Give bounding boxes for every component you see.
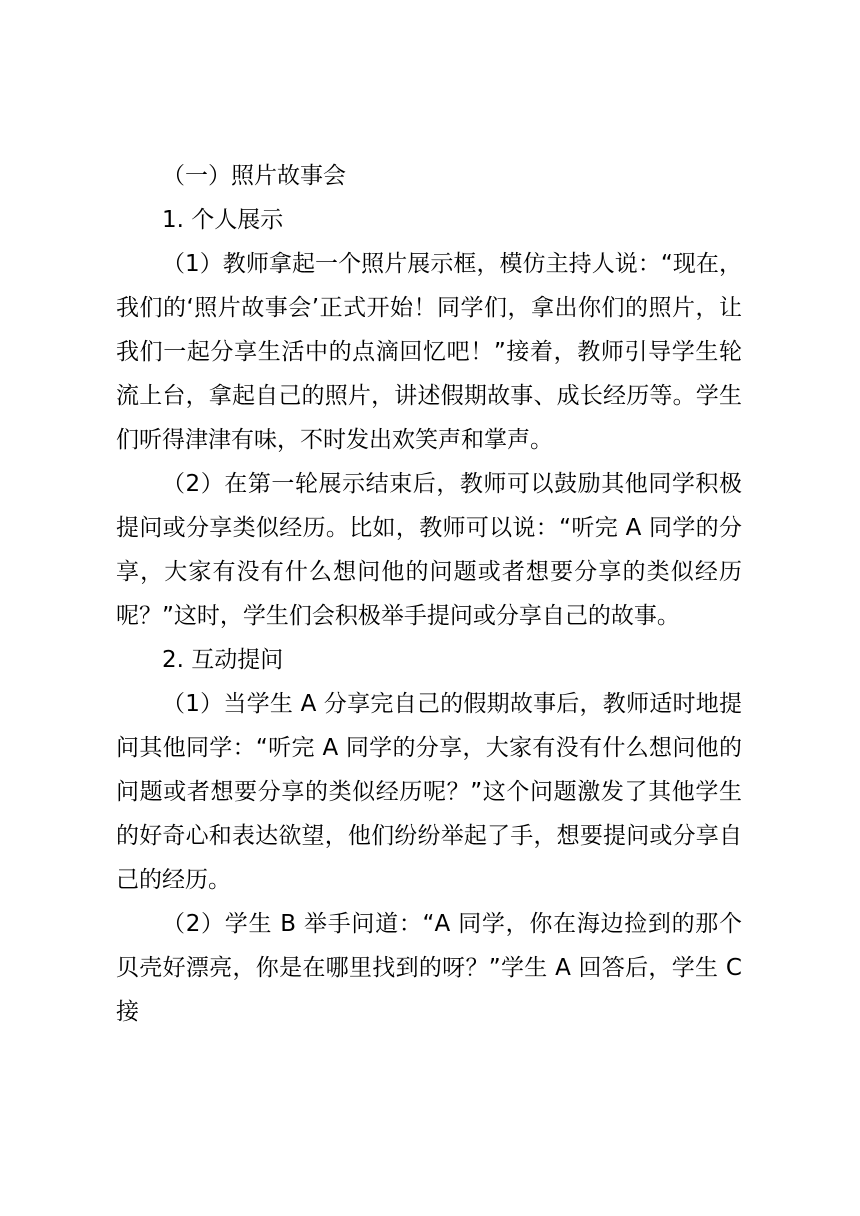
subsection-heading-interactive-questions: 2. 互动提问 — [162, 647, 284, 673]
paragraph-personal-display-1: （1）教师拿起一个照片展示框，模仿主持人说：“现在，我们的‘照片故事会’正式开始！同学们，拿出你们的照片，让我们一起分享生活中的点滴回忆吧！”接着，教师引导学生轮流上台，拿起自己的照片，讲述假期故事、成长经历等。学生们听得津津有味，不时发出欢笑声和掌声。 — [116, 251, 742, 453]
paragraph-interactive-questions-1: （1）当学生 A 分享完自己的假期故事后，教师适时地提问其他同学：“听完 A 同学的分享，大家有没有什么想问他的问题或者想要分享的类似经历呢？”这个问题激发了其他学生的好奇心和表达欲望，他们纷纷举起了手，想要提问或分享自己的经历。 — [116, 691, 742, 893]
document-body — [116, 154, 742, 1034]
paragraph-personal-display-2: （2）在第一轮展示结束后，教师可以鼓励其他同学积极提问或分享类似经历。比如，教师可以说：“听完 A 同学的分享，大家有没有什么想问他的问题或者想要分享的类似经历呢？”这时，学生们会积极举手提问或分享自己的故事。 — [116, 471, 742, 629]
subsection-heading-personal-display: 1. 个人展示 — [162, 207, 284, 233]
section-heading: （一）照片故事会 — [162, 163, 346, 189]
paragraph-interactive-questions-2: （2）学生 B 举手问道：“A 同学，你在海边捡到的那个贝壳好漂亮，你是在哪里找到的呀？”学生 A 回答后，学生 C 接 — [116, 911, 742, 1025]
